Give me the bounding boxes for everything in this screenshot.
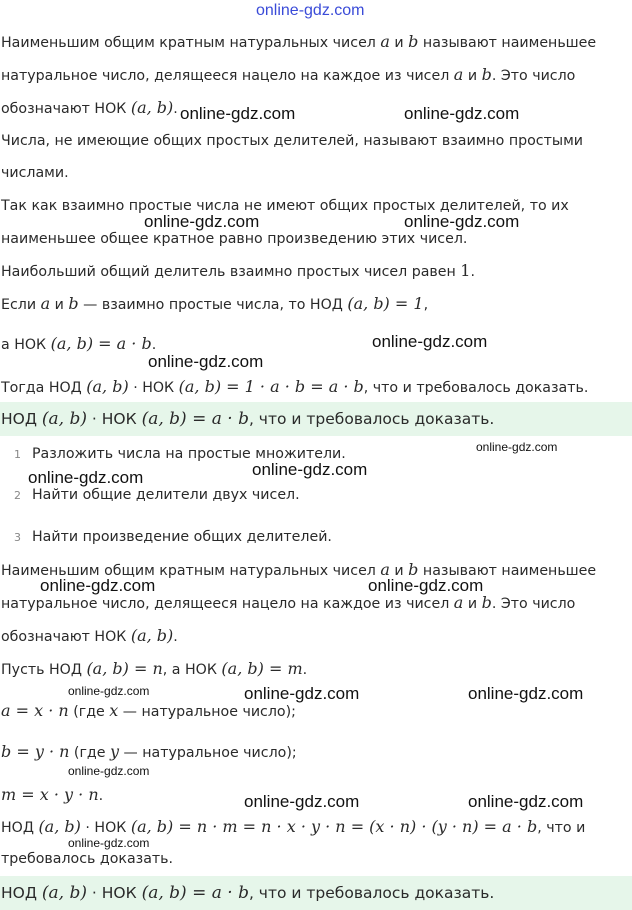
coprime-lcm-line-2: наименьшее общее кратное равно произведению этих чисел.: [1, 231, 468, 247]
math-a: a: [380, 32, 390, 51]
text: .: [302, 662, 308, 678]
text: (где: [68, 704, 110, 720]
text: обозначают НОК: [1, 101, 131, 117]
text: .: [470, 264, 475, 280]
text: и: [463, 68, 482, 84]
text: . Это число: [491, 68, 576, 84]
math-expr: (a, b) = n: [86, 659, 163, 678]
text: Наибольший общий делитель взаимно простых чисел равен: [1, 264, 461, 280]
watermark: online-gdz.com: [468, 684, 584, 703]
text: (где: [69, 745, 110, 761]
step-number: 3: [14, 531, 21, 544]
result-band-2: [0, 876, 632, 910]
text: .: [151, 337, 157, 353]
math-expr: (a, b) = a · b: [50, 334, 152, 353]
coprime-lcm-equation-line: [0, 334, 632, 355]
step-text: Найти произведение общих делителей.: [32, 529, 332, 545]
math-expr: (a, b): [41, 883, 87, 903]
math-expr: (a, b) = m: [221, 659, 303, 678]
math-expr: (a, b) = a · b: [141, 883, 249, 903]
math-expr: (a, b) = a · b: [141, 409, 249, 429]
coprime-definition-line-1: Числа, не имеющие общих простых делителей, называют взаимно простыми: [1, 133, 583, 149]
text: Пусть НОД: [1, 662, 87, 678]
text: обозначают НОК: [1, 629, 131, 645]
math-a: a: [453, 593, 464, 612]
watermark: online-gdz.com: [68, 684, 150, 698]
watermark: online-gdz.com: [404, 212, 520, 231]
step-number: 1: [14, 448, 21, 461]
proof-line-2: требовалось доказать.: [1, 851, 174, 867]
let-gcd-lcm-line: [0, 659, 632, 680]
a-equals-line: [0, 701, 632, 722]
text: .: [98, 788, 104, 804]
text: · НОК: [128, 380, 179, 396]
watermark: online-gdz.com: [68, 836, 150, 850]
text: . Это число: [491, 596, 576, 612]
result-band-1: [0, 402, 632, 436]
math-expr: (a, b): [38, 817, 81, 836]
watermark: online-gdz.com: [468, 792, 584, 811]
step-number: 2: [14, 489, 21, 502]
text: Наименьшим общим кратным натуральных чисел: [1, 563, 381, 579]
text: , что и: [537, 820, 586, 836]
math-expr: (a, b) = n · m = n · x · y · n = (x · n) · (y · n) = a · b: [130, 817, 538, 836]
coprime-definition-line-2: числами.: [1, 165, 69, 181]
watermark: online-gdz.com: [404, 104, 520, 123]
watermark: online-gdz.com: [68, 764, 150, 778]
step-text: Разложить числа на простые множители.: [32, 446, 346, 462]
math-number: 1: [460, 261, 471, 280]
result-line-2: [0, 883, 632, 903]
coprime-lcm-line-1: Так как взаимно простые числа не имеют общих простых делителей, то их: [1, 198, 569, 214]
text: · НОК: [87, 884, 142, 902]
definition-lcm-line-2: [0, 65, 632, 86]
math-expr: (a, b): [41, 409, 87, 429]
math-a: a: [453, 65, 464, 84]
text: .: [173, 101, 178, 117]
watermark: online-gdz.com: [144, 212, 260, 231]
text: и: [50, 297, 69, 313]
result-line-1: [0, 409, 632, 429]
coprime-gcd-line: [0, 261, 632, 282]
text: — взаимно простые числа, то НОД: [78, 297, 348, 313]
text: — натуральное число);: [119, 745, 297, 761]
text: НОД: [1, 820, 39, 836]
text: — натуральное число);: [118, 704, 296, 720]
text: называют наименьшее: [418, 563, 597, 579]
text: называют наименьшее: [418, 35, 597, 51]
math-expr: (a, b) = 1: [347, 294, 424, 313]
math-expr: (a, b): [86, 377, 129, 396]
watermark: online-gdz.com: [244, 792, 360, 811]
definition-lcm-line-3-repeat: [0, 626, 632, 647]
definition-lcm-line-3: [0, 98, 632, 119]
definition-lcm-line-2-repeat: [0, 593, 632, 614]
math-b: b: [408, 560, 419, 579]
math-b: b: [68, 294, 79, 313]
math-b: b: [481, 65, 492, 84]
math-expr: a = x · n: [1, 701, 69, 720]
watermark-top: online-gdz.com: [256, 2, 365, 19]
math-a: a: [380, 560, 390, 579]
watermark: online-gdz.com: [372, 332, 488, 351]
step-item: [0, 485, 300, 506]
text: и: [389, 563, 409, 579]
math-b: b: [481, 593, 492, 612]
watermark: online-gdz.com: [252, 460, 368, 479]
math-b: b: [408, 32, 419, 51]
text: Тогда НОД: [1, 380, 87, 396]
text: , что и требовалось доказать.: [363, 380, 589, 396]
text: а НОК: [1, 337, 51, 353]
coprime-gcd-equation-line: [0, 294, 632, 315]
proof-line-1: [0, 817, 632, 838]
text: и: [389, 35, 409, 51]
text: Если: [1, 297, 41, 313]
text: .: [173, 629, 178, 645]
watermark: online-gdz.com: [244, 684, 360, 703]
math-a: a: [40, 294, 51, 313]
text: , что и требовалось доказать.: [248, 410, 495, 428]
math-expr: (a, b): [130, 626, 174, 645]
watermark: online-gdz.com: [180, 104, 296, 123]
text: натуральное число, делящееся нацело на каждое из чисел: [1, 68, 454, 84]
text: НОД: [1, 410, 42, 428]
conclusion-line: [0, 377, 632, 398]
text: · НОК: [80, 820, 131, 836]
math-y: y: [109, 742, 120, 761]
watermark: online-gdz.com: [28, 468, 144, 487]
watermark: online-gdz.com: [40, 576, 156, 595]
text: , что и требовалось доказать.: [248, 884, 495, 902]
watermark: online-gdz.com: [368, 576, 484, 595]
text: · НОК: [87, 410, 142, 428]
math-expr: m = x · y · n: [1, 785, 99, 804]
step-text: Найти общие делители двух чисел.: [32, 487, 300, 503]
definition-lcm-line-1: [0, 32, 632, 53]
text: Наименьшим общим кратным натуральных чисел: [1, 35, 381, 51]
text: НОД: [1, 884, 42, 902]
math-expr: b = y · n: [1, 742, 70, 761]
text: ,: [423, 297, 429, 313]
text: , а НОК: [162, 662, 222, 678]
watermark: online-gdz.com: [148, 352, 264, 371]
text: натуральное число, делящееся нацело на каждое из чисел: [1, 596, 454, 612]
step-item: [0, 527, 332, 548]
math-expr: (a, b) = 1 · a · b = a · b: [178, 377, 364, 396]
b-equals-line: [0, 742, 632, 763]
math-expr: (a, b): [130, 98, 174, 117]
math-x: x: [109, 701, 119, 720]
watermark: online-gdz.com: [476, 440, 558, 454]
text: и: [463, 596, 482, 612]
